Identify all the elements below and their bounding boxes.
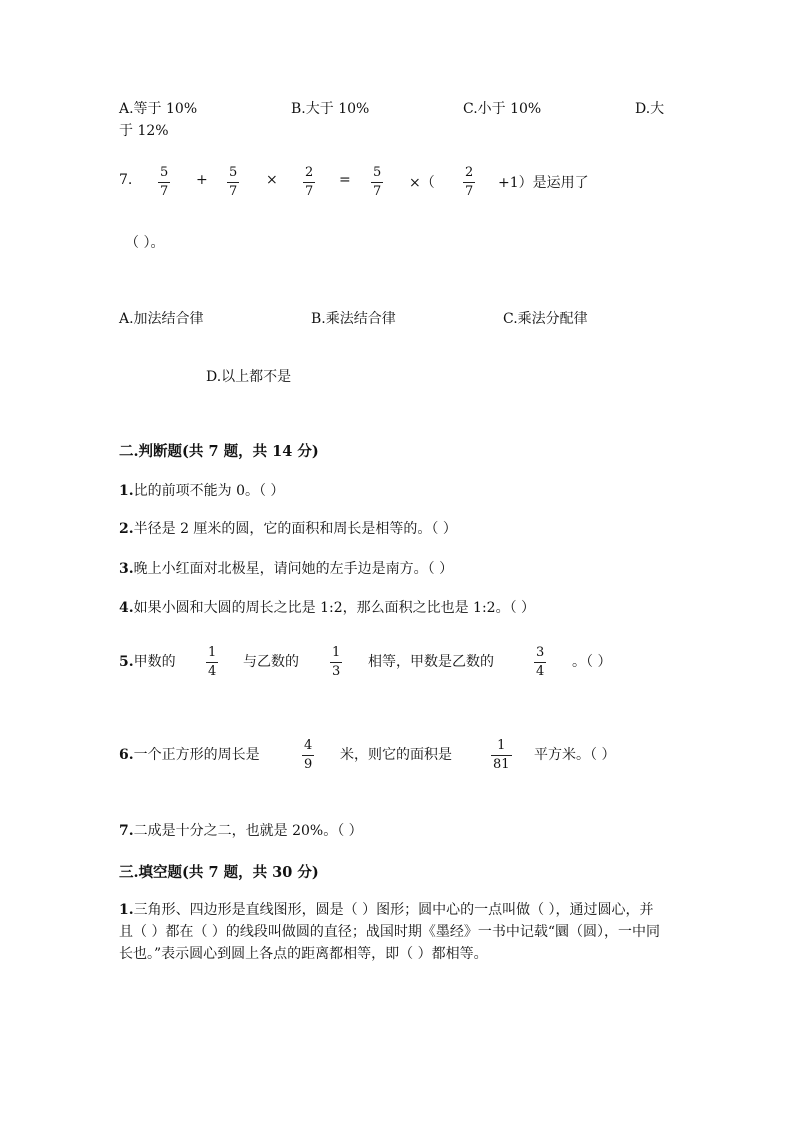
question-number: 5.甲数的	[119, 654, 176, 670]
section-title: 三.填空题(共 7 题，共 30 分)	[119, 864, 319, 881]
question-item	[119, 480, 284, 500]
numerator: 2	[305, 165, 314, 180]
question-number: 1.	[119, 902, 134, 918]
question-number: 2.	[119, 521, 134, 537]
question-number: 7.	[119, 172, 133, 188]
denominator: 9	[304, 757, 313, 772]
answer-blank: （ ）。	[125, 235, 165, 251]
option-a: A.等于 10%	[119, 101, 198, 117]
numerator: 3	[536, 645, 545, 660]
denominator: 81	[493, 757, 510, 772]
question-item	[119, 558, 453, 578]
numerator: 1	[332, 645, 341, 660]
times-sign: ×	[266, 172, 278, 188]
numerator: 2	[465, 165, 474, 180]
question-number: 1.	[119, 483, 134, 499]
question-number: 4.	[119, 600, 134, 616]
fraction	[330, 645, 342, 680]
option-d-continued: 于 12%	[119, 123, 169, 139]
fraction	[206, 645, 218, 680]
question-text: 。（ ）	[572, 654, 612, 670]
question-item	[119, 518, 457, 538]
question-item	[119, 820, 363, 840]
denominator: 7	[160, 184, 169, 199]
question-number: 6.一个正方形的周长是	[119, 747, 260, 763]
section-title: 二.判断题(共 7 题，共 14 分)	[119, 443, 319, 460]
option-b: B.乘法结合律	[311, 311, 396, 327]
option-d: D.大	[635, 101, 665, 117]
option-c: C.乘法分配律	[503, 311, 588, 327]
equation-tail: +1）是运用了	[498, 175, 589, 191]
question-text: 如果小圆和大圆的周长之比是 1:2，那么面积之比也是 1:2。（ ）	[133, 600, 536, 616]
option-b: B.大于 10%	[291, 101, 370, 117]
denominator: 7	[373, 184, 382, 199]
question-text: 二成是十分之二，也就是 20%。（ ）	[133, 823, 363, 839]
fraction	[371, 165, 383, 200]
fraction	[303, 165, 315, 200]
numerator: 1	[208, 645, 217, 660]
question-text: 米，则它的面积是	[340, 747, 452, 763]
numerator: 1	[497, 738, 506, 753]
fraction	[463, 165, 475, 200]
denominator: 7	[465, 184, 474, 199]
question-text: 平方米。（ ）	[534, 747, 616, 763]
question-item	[119, 597, 535, 617]
numerator: 5	[229, 165, 238, 180]
option-c: C.小于 10%	[463, 101, 542, 117]
question-text: 比的前项不能为 0。（ ）	[133, 483, 285, 499]
denominator: 3	[332, 664, 341, 679]
question-text: 晚上小红面对北极星，请问她的左手边是南方。（ ）	[133, 561, 454, 577]
question-number: 7.	[119, 823, 134, 839]
fraction	[302, 738, 314, 773]
fraction	[158, 165, 170, 200]
times-paren: ×（	[409, 175, 435, 191]
question-text: 与乙数的	[243, 654, 299, 670]
numerator: 5	[160, 165, 169, 180]
denominator: 4	[536, 664, 545, 679]
question-item	[119, 899, 667, 965]
question-text: 三角形、四边形是直线图形，圆是（ ）图形；圆中心的一点叫做（ ），通过圆心，并且（ ）都在（ ）的线段叫做圆的直径；战国时期《墨经》一书中记载“圜（圆），一中同长也。”表示圆心到圆上各点的距离都相等，即（ ）都相等。	[119, 902, 661, 962]
numerator: 5	[373, 165, 382, 180]
fraction	[534, 645, 546, 680]
plus-sign: +	[196, 172, 208, 188]
question-text: 相等，甲数是乙数的	[368, 654, 494, 670]
fraction	[227, 165, 239, 200]
option-d: D.以上都不是	[206, 369, 292, 385]
option-a: A.加法结合律	[119, 311, 204, 327]
fraction	[491, 738, 512, 773]
numerator: 4	[304, 738, 313, 753]
question-text: 半径是 2 厘米的圆，它的面积和周长是相等的。（ ）	[133, 521, 457, 537]
denominator: 4	[208, 664, 217, 679]
equals-sign: =	[339, 172, 351, 188]
question-number: 3.	[119, 561, 134, 577]
denominator: 7	[229, 184, 238, 199]
denominator: 7	[305, 184, 314, 199]
